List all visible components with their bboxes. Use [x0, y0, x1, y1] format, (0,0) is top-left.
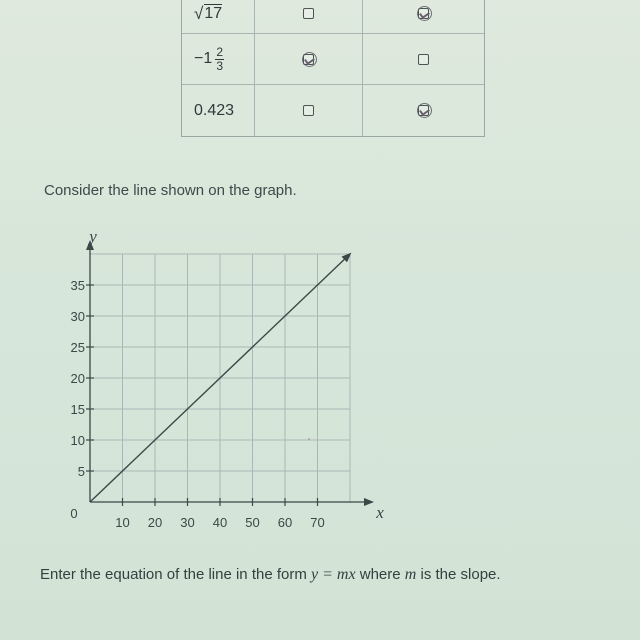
- y-axis-label: y: [89, 227, 97, 246]
- y-tick-label: 25: [70, 340, 85, 355]
- y-tick-label: 20: [70, 371, 85, 386]
- x-tick-label: 10: [115, 515, 130, 530]
- question-prompt: Consider the line shown on the graph.: [44, 182, 297, 199]
- fraction: $\frac{2}{3}$: [216, 44, 224, 73]
- paper-speck: [308, 438, 310, 440]
- x-tick-label: 20: [147, 515, 163, 530]
- x-tick-label: 70: [310, 515, 325, 530]
- sqrt-expression: √ 17: [194, 4, 223, 23]
- axes: [86, 242, 372, 506]
- x-tick-label: 30: [180, 515, 195, 530]
- x-tick-label: 60: [277, 515, 293, 530]
- y-tick-label: 5: [77, 464, 85, 479]
- mixed-number: −1 $\frac{2}{3}$: [194, 44, 224, 73]
- x-axis-label: x: [376, 503, 384, 522]
- y-tick-label: 15: [70, 402, 85, 417]
- instruction-text: Enter the equation of the line in the form y = mx where m is the slope.: [40, 566, 501, 583]
- y-tick-label: 35: [70, 278, 85, 293]
- row-label-decimal: 0.423: [182, 85, 255, 136]
- x-tick-label: 50: [245, 515, 260, 530]
- y-tick-label: 10: [70, 433, 85, 448]
- x-tick-label: 40: [212, 515, 228, 530]
- y-tick-label: 30: [70, 309, 85, 324]
- origin-label: 0: [70, 506, 78, 521]
